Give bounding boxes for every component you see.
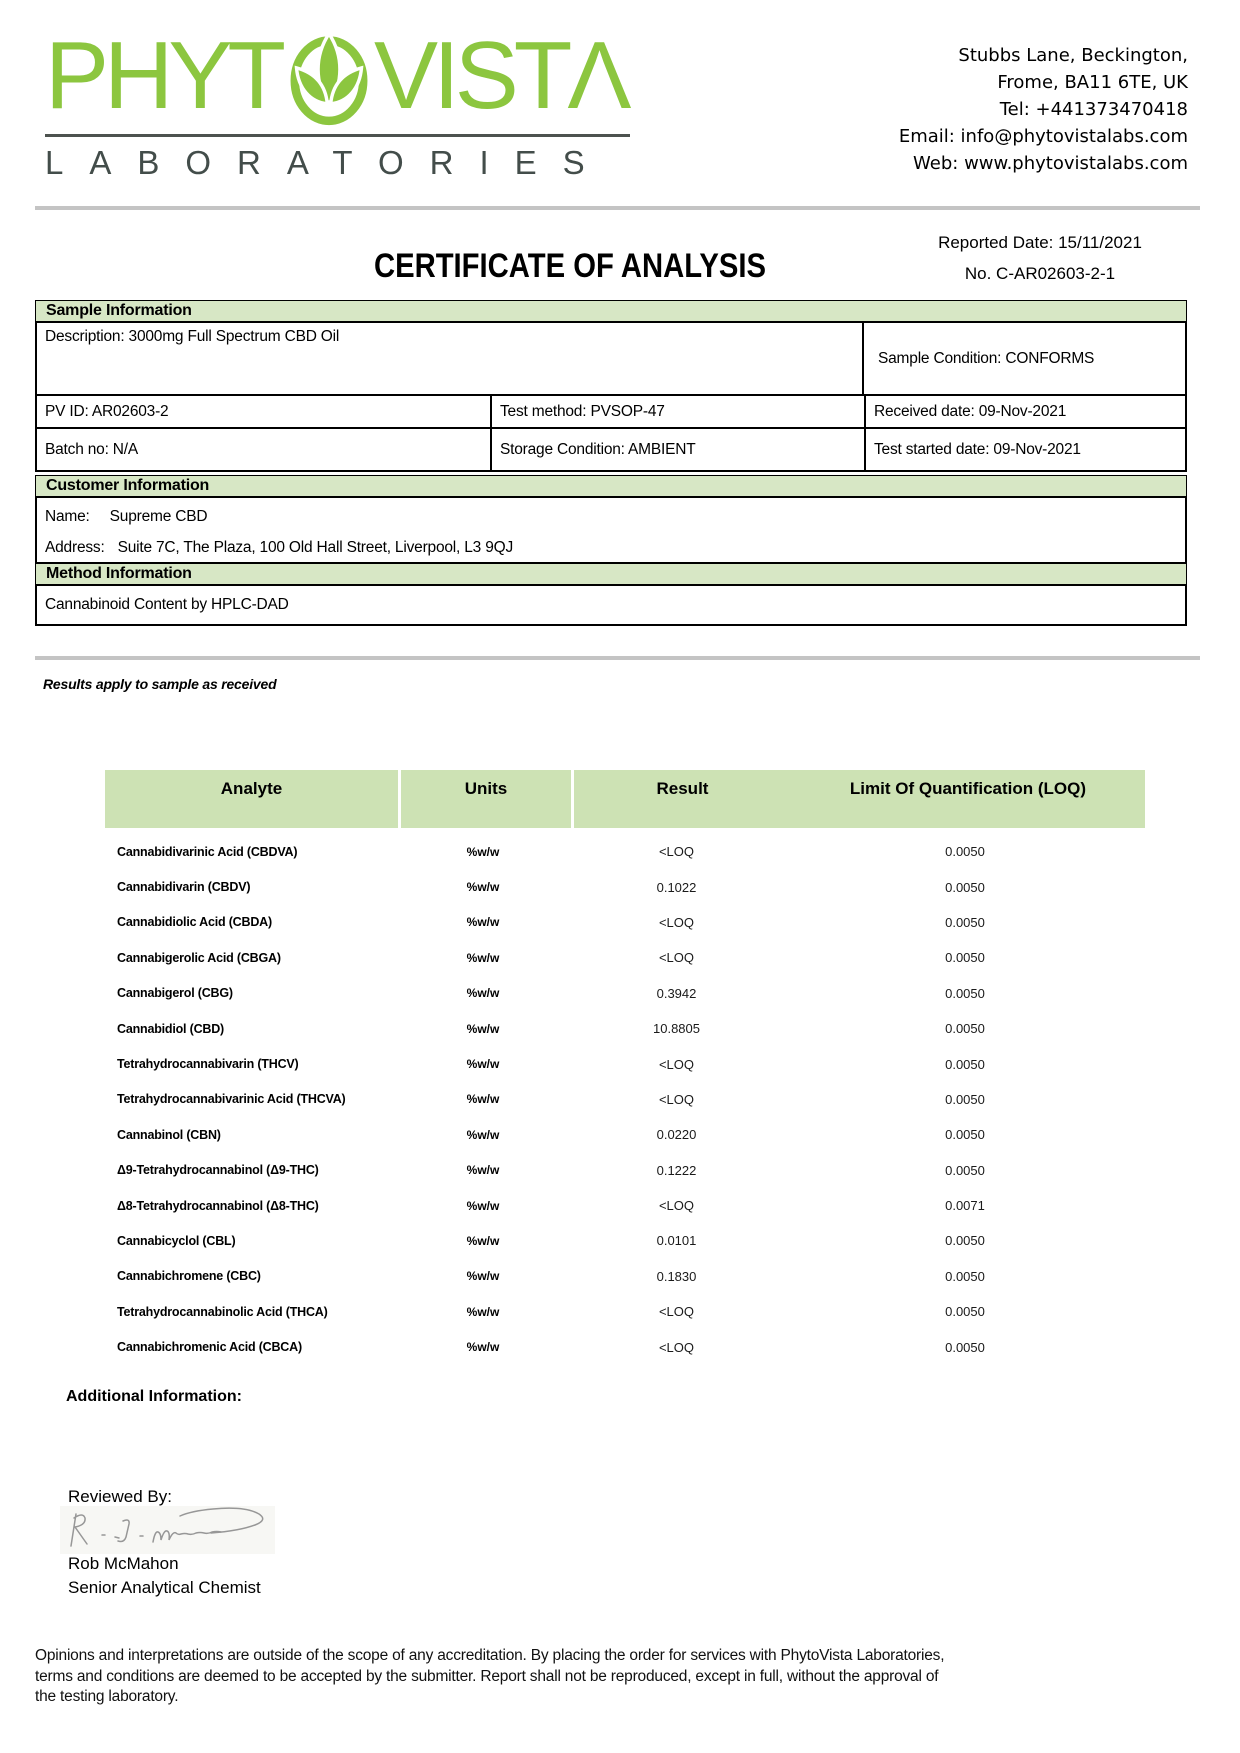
customer-name: Supreme CBD: [109, 508, 208, 525]
customer-name-label: Name:: [45, 508, 90, 525]
brand-subtitle: LABORATORIES: [45, 144, 611, 181]
reviewer-name: Rob McMahon: [68, 1554, 179, 1573]
table-row: Tetrahydrocannabivarin (THCV) %w/w <LOQ 0.0050: [117, 1056, 985, 1072]
customer-address: Suite 7C, The Plaza, 100 Old Hall Street, Liverpool, L3 9QJ: [117, 539, 514, 556]
footer-line3: the testing laboratory.: [35, 1688, 179, 1705]
customer-information-body: [35, 498, 1187, 564]
header-divider-line: [35, 206, 1200, 210]
results-note: Results apply to sample as received: [43, 676, 277, 692]
table-row: Tetrahydrocannabivarinic Acid (THCVA) %w/w <LOQ 0.0050: [117, 1091, 985, 1107]
sample-information-section: [35, 300, 1187, 472]
received-date: Received date: 09-Nov-2021: [864, 396, 1185, 427]
footer-disclaimer: [35, 1646, 1195, 1708]
results-table: [105, 770, 1145, 1365]
additional-information-label: Additional Information:: [66, 1388, 242, 1405]
reported-date: Reported Date: 15/11/2021: [938, 233, 1142, 252]
footer-line1: Opinions and interpretations are outside of the scope of any accreditation. By placing the order for services with PhytoVista Laboratories,: [35, 1647, 945, 1664]
table-row: Cannabicyclol (CBL) %w/w 0.0101 0.0050: [117, 1233, 985, 1249]
table-row: Δ9-Tetrahydrocannabinol (Δ9-THC) %w/w 0.1222 0.0050: [117, 1162, 985, 1178]
column-header-result: Result: [656, 779, 709, 798]
table-row: Cannabidiol (CBD) %w/w 10.8805 0.0050: [117, 1021, 985, 1037]
results-table-body: [105, 834, 1145, 1365]
brand-divider: [45, 134, 630, 137]
table-row: Tetrahydrocannabinolic Acid (THCA) %w/w <LOQ 0.0050: [117, 1304, 985, 1320]
pv-id: PV ID: AR02603-2: [45, 402, 169, 420]
sample-information-table: [35, 323, 1187, 472]
brand-text-left: PHYT: [45, 22, 282, 129]
table-row: Cannabigerolic Acid (CBGA) %w/w <LOQ 0.0050: [117, 950, 985, 966]
customer-information-section: [35, 475, 1187, 564]
table-row: Cannabidiolic Acid (CBDA) %w/w <LOQ 0.0050: [117, 914, 985, 930]
method-information-section: [35, 563, 1187, 626]
column-header-loq: Limit Of Quantification (LOQ): [849, 779, 1087, 798]
report-meta: [875, 227, 1205, 289]
batch-no: Batch no: N/A: [45, 440, 139, 458]
report-number: No. C-AR02603-2-1: [964, 264, 1116, 283]
reviewed-by-label: Reviewed By:: [68, 1487, 172, 1506]
contact-email: Email: info@phytovistalabs.com: [898, 126, 1188, 147]
reviewer-signature: [60, 1504, 275, 1556]
column-header-units: Units: [401, 770, 571, 828]
table-row: Δ8-Tetrahydrocannabinol (Δ8-THC) %w/w <LOQ 0.0071: [117, 1198, 985, 1214]
test-started-date: Test started date: 09-Nov-2021: [864, 429, 1185, 470]
reviewer-title: Senior Analytical Chemist: [68, 1578, 261, 1597]
contact-address-line1: Stubbs Lane, Beckington,: [958, 45, 1188, 66]
table-row: Cannabichromenic Acid (CBCA) %w/w <LOQ 0.0050: [117, 1339, 985, 1355]
lab-contact-info: [899, 42, 1188, 177]
footer-line2: terms and conditions are deemed to be accepted by the submitter. Report shall not be reproduced, except in full, without the approval of: [35, 1667, 939, 1685]
sample-condition: Sample Condition: CONFORMS: [862, 323, 1185, 394]
contact-web: Web: www.phytovistalabs.com: [913, 153, 1188, 174]
phytovista-logo: [45, 22, 630, 182]
results-table-header: [105, 770, 1145, 828]
contact-address-line2: Frome, BA11 6TE, UK: [997, 72, 1188, 93]
storage-condition: Storage Condition: AMBIENT: [490, 429, 864, 470]
brand-text-right: VISTΛ: [374, 22, 627, 129]
table-row: Cannabidivarinic Acid (CBDVA) %w/w <LOQ 0.0050: [117, 844, 985, 860]
column-header-analyte: Analyte: [105, 770, 398, 828]
page-title: CERTIFICATE OF ANALYSIS: [373, 247, 767, 285]
sample-information-header: Sample Information: [35, 300, 1187, 323]
sample-description: Description: 3000mg Full Spectrum CBD Oil: [45, 328, 340, 345]
table-row: Cannabigerol (CBG) %w/w 0.3942 0.0050: [117, 985, 985, 1001]
method-name: Cannabinoid Content by HPLC-DAD: [35, 586, 1187, 626]
table-row: Cannabinol (CBN) %w/w 0.0220 0.0050: [117, 1127, 985, 1143]
leaf-icon: [286, 32, 372, 126]
brand-wordmark: [45, 22, 630, 129]
table-row: Cannabidivarin (CBDV) %w/w 0.1022 0.0050: [117, 879, 985, 895]
method-information-header: Method Information: [35, 563, 1187, 586]
contact-phone: Tel: +441373470418: [999, 99, 1188, 120]
customer-information-header: Customer Information: [35, 475, 1187, 498]
test-method: Test method: PVSOP-47: [490, 396, 864, 427]
customer-address-label: Address:: [45, 539, 105, 556]
section-divider-line: [35, 656, 1200, 660]
table-row: Cannabichromene (CBC) %w/w 0.1830 0.0050: [117, 1268, 985, 1284]
